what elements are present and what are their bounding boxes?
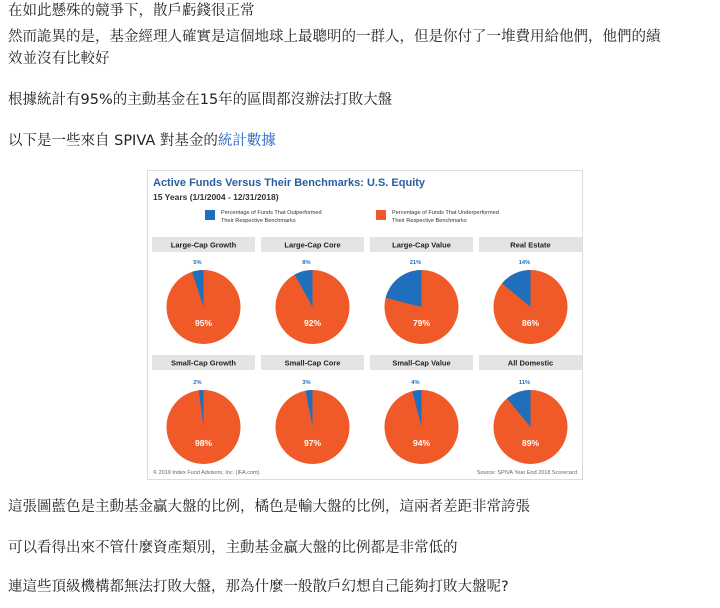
outperform-percent-label: 5% [193, 260, 202, 266]
pie-panel-small-cap-value [370, 355, 473, 464]
outperform-percent-label: 4% [411, 380, 420, 386]
paragraph-4-text: 以下是一些來自 SPIVA 對基金的 [8, 133, 218, 149]
paragraph-1: 在如此懸殊的競爭下，散戶虧錢很正常 [8, 3, 255, 19]
panel-category-label: Real Estate [510, 240, 551, 250]
outperform-percent-label: 21% [409, 260, 422, 266]
paragraph-7: 連這些頂級機構都無法打敗大盤，那為什麼一般散戶幻想自己能夠打敗大盤呢? [8, 579, 509, 595]
panel-category-label: Large-Cap Growth [170, 240, 237, 250]
paragraph-2: 然而詭異的是，基金經理人確實是這個地球上最聰明的一群人，但是你付了一堆費用給他們，他們的績 [8, 29, 661, 45]
paragraph-6: 可以看得出來不管什麼資產類別，主動基金贏大盤的比例都是非常低的 [8, 540, 458, 556]
chart-canvas [148, 171, 582, 479]
legend-underperform-swatch [376, 210, 386, 220]
paragraph-2-continued: 效並沒有比較好 [8, 51, 110, 67]
panel-category-label: Small-Cap Core [284, 358, 341, 368]
panel-category-label: Small-Cap Value [392, 358, 451, 368]
chart-footer-credit: © 2019 Index Fund Advisors, Inc. (IFA.com) [153, 470, 260, 476]
outperform-percent-label: 11% [518, 380, 531, 386]
outperform-percent-label: 2% [193, 380, 202, 386]
chart-title: Active Funds Versus Their Benchmarks: U.S. Equity [153, 177, 426, 189]
legend-underperform-label-line-2: Their Respective Benchmarks [392, 218, 467, 224]
pie-panel-large-cap-core [261, 237, 364, 344]
statistics-link[interactable]: 統計數據 [217, 133, 276, 149]
underperform-percent-label: 86% [521, 318, 540, 328]
spiva-chart-image [147, 170, 583, 480]
paragraph-4 [8, 130, 276, 152]
paragraph-3: 根據統計有95%的主動基金在15年的區間都沒辦法打敗大盤 [8, 92, 393, 108]
outperform-percent-label: 14% [518, 260, 531, 266]
underperform-percent-label: 79% [412, 318, 431, 328]
chart-subtitle: 15 Years (1/1/2004 - 12/31/2018) [153, 192, 279, 202]
pie-panel-real-estate [479, 237, 582, 344]
panel-category-label: Large-Cap Core [284, 240, 341, 250]
underperform-percent-label: 95% [194, 318, 213, 328]
underperform-percent-label: 98% [194, 438, 213, 448]
underperform-percent-label: 89% [521, 438, 540, 448]
pie-panel-large-cap-value [370, 237, 473, 344]
paragraph-5: 這張圖藍色是主動基金贏大盤的比例，橘色是輸大盤的比例，這兩者差距非常誇張 [8, 499, 530, 515]
underperform-percent-label: 97% [303, 438, 322, 448]
legend-underperform-label-line-1: Percentage of Funds That Underperformed [392, 210, 499, 216]
legend-outperform-label-line-1: Percentage of Funds That Outperformed [221, 210, 322, 216]
legend-outperform-label-line-2: Their Respective Benchmarks [221, 218, 296, 224]
chart-footer-source: Source: SPIVA Year End 2018 Scorecard [476, 470, 577, 476]
underperform-percent-label: 94% [412, 438, 431, 448]
pie-panel-small-cap-growth [152, 355, 255, 464]
pie-panel-small-cap-core [261, 355, 364, 464]
outperform-percent-label: 3% [302, 380, 311, 386]
pie-panel-large-cap-growth [152, 237, 255, 344]
chart-legend [205, 210, 499, 224]
panel-category-label: Small-Cap Growth [170, 358, 237, 368]
pie-panel-all-domestic [479, 355, 582, 464]
outperform-percent-label: 8% [302, 260, 311, 266]
chart-panels [152, 237, 582, 464]
panel-category-label: All Domestic [507, 358, 554, 368]
legend-outperform-swatch [205, 210, 215, 220]
underperform-percent-label: 92% [303, 318, 322, 328]
panel-category-label: Large-Cap Value [392, 240, 451, 250]
